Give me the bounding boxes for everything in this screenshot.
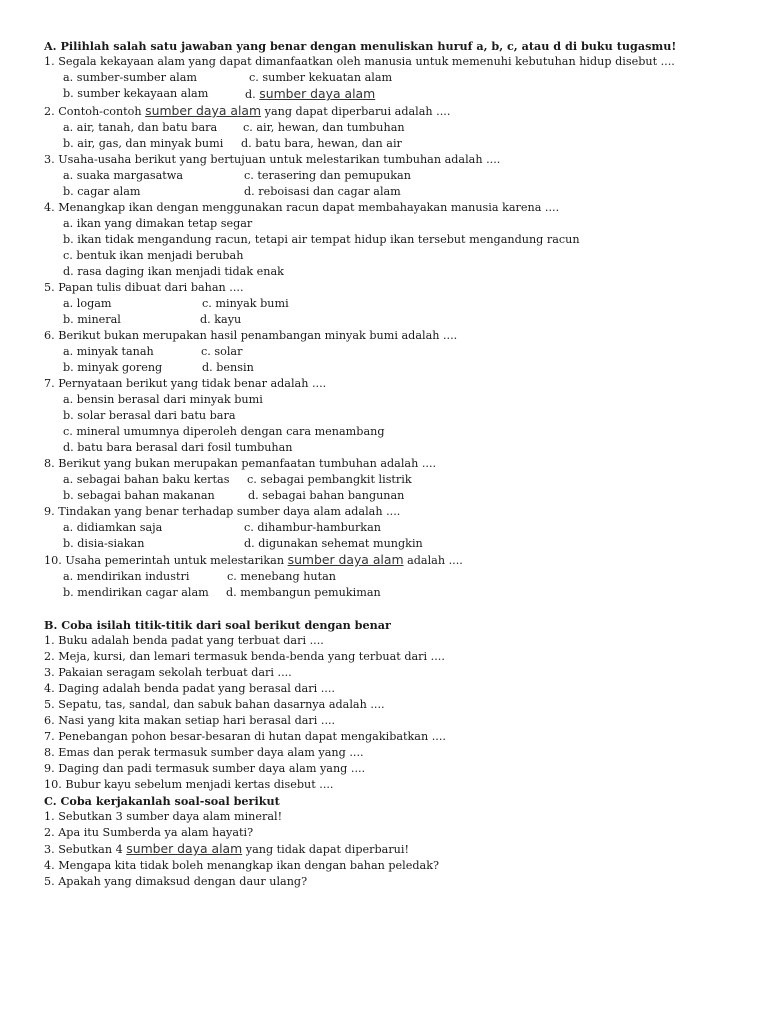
option-c: c. sebagai pembangkit listrik xyxy=(247,473,412,486)
options-row xyxy=(44,585,734,601)
options-row xyxy=(44,360,734,376)
question-c5: 5. Apakah yang dimaksud dengan daur ulang? xyxy=(44,875,308,888)
option-b: b. air, gas, dan minyak bumi xyxy=(63,137,224,150)
option-a: a. suaka margasatwa xyxy=(63,169,184,182)
question-c2: 2. Apa itu Sumberda ya alam hayati? xyxy=(44,826,254,839)
question-b2: 2. Meja, kursi, dan lemari termasuk benda-benda yang terbuat dari .... xyxy=(44,650,445,663)
option-c: c. dihambur-hamburkan xyxy=(244,521,381,534)
options-row xyxy=(44,344,734,360)
question-b7: 7. Penebangan pohon besar-besaran di hutan dapat mengakibatkan .... xyxy=(44,730,446,743)
question-a6: 6. Berikut bukan merupakan hasil penambangan minyak bumi adalah .... xyxy=(44,329,458,342)
question-b3: 3. Pakaian seragam sekolah terbuat dari .... xyxy=(44,666,292,679)
question-a4: 4. Menangkap ikan dengan menggunakan racun dapat membahayakan manusia karena .... xyxy=(44,201,560,214)
question-a3: 3. Usaha-usaha berikut yang bertujuan untuk melestarikan tumbuhan adalah .... xyxy=(44,153,501,166)
option-d: d. membangun pemukiman xyxy=(226,586,381,599)
option-c: c. air, hewan, dan tumbuhan xyxy=(243,121,405,134)
option-a: a. didiamkan saja xyxy=(63,521,163,534)
section-b-title: B. Coba isilah titik-titik dari soal berikut dengan benar xyxy=(44,618,391,632)
sumber-daya-alam-link[interactable]: sumber daya alam xyxy=(259,86,376,101)
option-c: c. bentuk ikan menjadi berubah xyxy=(63,249,244,262)
option-c: c. solar xyxy=(201,345,243,358)
section-a-title: A. Pilihlah salah satu jawaban yang benar dengan menuliskan huruf a, b, c, atau d di buku tugasmu! xyxy=(44,39,677,53)
option-b: b. mineral xyxy=(63,313,121,326)
options-row xyxy=(44,296,734,312)
option-d: d. batu bara berasal dari fosil tumbuhan xyxy=(63,441,293,454)
sumber-daya-alam-link[interactable]: sumber daya alam xyxy=(145,103,262,118)
question-b5: 5. Sepatu, tas, sandal, dan sabuk bahan dasarnya adalah .... xyxy=(44,698,385,711)
option-b: b. minyak goreng xyxy=(63,361,163,374)
options-row xyxy=(44,536,734,552)
option-d: d. rasa daging ikan menjadi tidak enak xyxy=(63,265,284,278)
option-a: a. bensin berasal dari minyak bumi xyxy=(63,393,263,406)
question-a2: 2. Contoh-contoh sumber daya alam yang dapat diperbarui adalah .... xyxy=(44,103,451,118)
option-c: c. terasering dan pemupukan xyxy=(244,169,411,182)
sumber-daya-alam-link[interactable]: sumber daya alam xyxy=(126,841,243,856)
option-c: c. menebang hutan xyxy=(227,570,336,583)
option-b: b. mendirikan cagar alam xyxy=(63,586,209,599)
question-a10: 10. Usaha pemerintah untuk melestarikan sumber daya alam adalah .... xyxy=(44,552,463,567)
option-b: b. disia-siakan xyxy=(63,537,145,550)
option-a: a. sumber-sumber alam xyxy=(63,71,198,84)
section-c-title: C. Coba kerjakanlah soal-soal berikut xyxy=(44,794,280,808)
option-b: b. sebagai bahan makanan xyxy=(63,489,215,502)
question-a1: 1. Segala kekayaan alam yang dapat dimanfaatkan oleh manusia untuk memenuhi kebutuhan hidup disebut .... xyxy=(44,55,675,68)
question-b8: 8. Emas dan perak termasuk sumber daya alam yang .... xyxy=(44,746,364,759)
worksheet xyxy=(44,38,734,890)
options-row xyxy=(44,569,734,585)
question-b1: 1. Buku adalah benda padat yang terbuat dari .... xyxy=(44,634,324,647)
options-row xyxy=(44,136,734,152)
option-a: a. ikan yang dimakan tetap segar xyxy=(63,217,253,230)
question-c3: 3. Sebutkan 4 sumber daya alam yang tidak dapat diperbarui! xyxy=(44,841,409,856)
options-row xyxy=(44,472,734,488)
options-row xyxy=(44,86,734,103)
question-a7: 7. Pernyataan berikut yang tidak benar adalah .... xyxy=(44,377,327,390)
option-a: a. air, tanah, dan batu bara xyxy=(63,121,218,134)
question-b4: 4. Daging adalah benda padat yang berasal dari .... xyxy=(44,682,335,695)
options-row xyxy=(44,184,734,200)
option-d: d. bensin xyxy=(202,361,254,374)
question-b6: 6. Nasi yang kita makan setiap hari berasal dari .... xyxy=(44,714,336,727)
question-a8: 8. Berikut yang bukan merupakan pemanfaatan tumbuhan adalah .... xyxy=(44,457,437,470)
option-d: d. kayu xyxy=(200,313,242,326)
options-row xyxy=(44,70,734,86)
options-row xyxy=(44,520,734,536)
options-row xyxy=(44,168,734,184)
option-d: d. sumber daya alam xyxy=(245,86,376,101)
option-d: d. sebagai bahan bangunan xyxy=(248,489,405,502)
option-b: b. solar berasal dari batu bara xyxy=(63,409,236,422)
option-b: b. sumber kekayaan alam xyxy=(63,87,209,100)
option-b: b. cagar alam xyxy=(63,185,141,198)
question-b9: 9. Daging dan padi termasuk sumber daya alam yang .... xyxy=(44,762,366,775)
options-row xyxy=(44,312,734,328)
option-d: d. digunakan sehemat mungkin xyxy=(244,537,423,550)
option-c: c. sumber kekuatan alam xyxy=(249,71,393,84)
option-b: b. ikan tidak mengandung racun, tetapi air tempat hidup ikan tersebut mengandung racun xyxy=(63,233,580,246)
question-c4: 4. Mengapa kita tidak boleh menangkap ikan dengan bahan peledak? xyxy=(44,859,439,872)
option-a: a. mendirikan industri xyxy=(63,570,190,583)
option-a: a. sebagai bahan baku kertas xyxy=(63,473,230,486)
option-d: d. batu bara, hewan, dan air xyxy=(241,137,402,150)
options-row xyxy=(44,488,734,504)
question-a5: 5. Papan tulis dibuat dari bahan .... xyxy=(44,281,244,294)
option-c: c. mineral umumnya diperoleh dengan cara menambang xyxy=(63,425,385,438)
options-row xyxy=(44,120,734,136)
sumber-daya-alam-link[interactable]: sumber daya alam xyxy=(287,552,404,567)
option-c: c. minyak bumi xyxy=(202,297,289,310)
option-a: a. logam xyxy=(63,297,112,310)
option-d: d. reboisasi dan cagar alam xyxy=(244,185,401,198)
question-a9: 9. Tindakan yang benar terhadap sumber daya alam adalah .... xyxy=(44,505,401,518)
question-b10: 10. Bubur kayu sebelum menjadi kertas disebut .... xyxy=(44,778,334,791)
question-c1: 1. Sebutkan 3 sumber daya alam mineral! xyxy=(44,810,283,823)
option-a: a. minyak tanah xyxy=(63,345,154,358)
